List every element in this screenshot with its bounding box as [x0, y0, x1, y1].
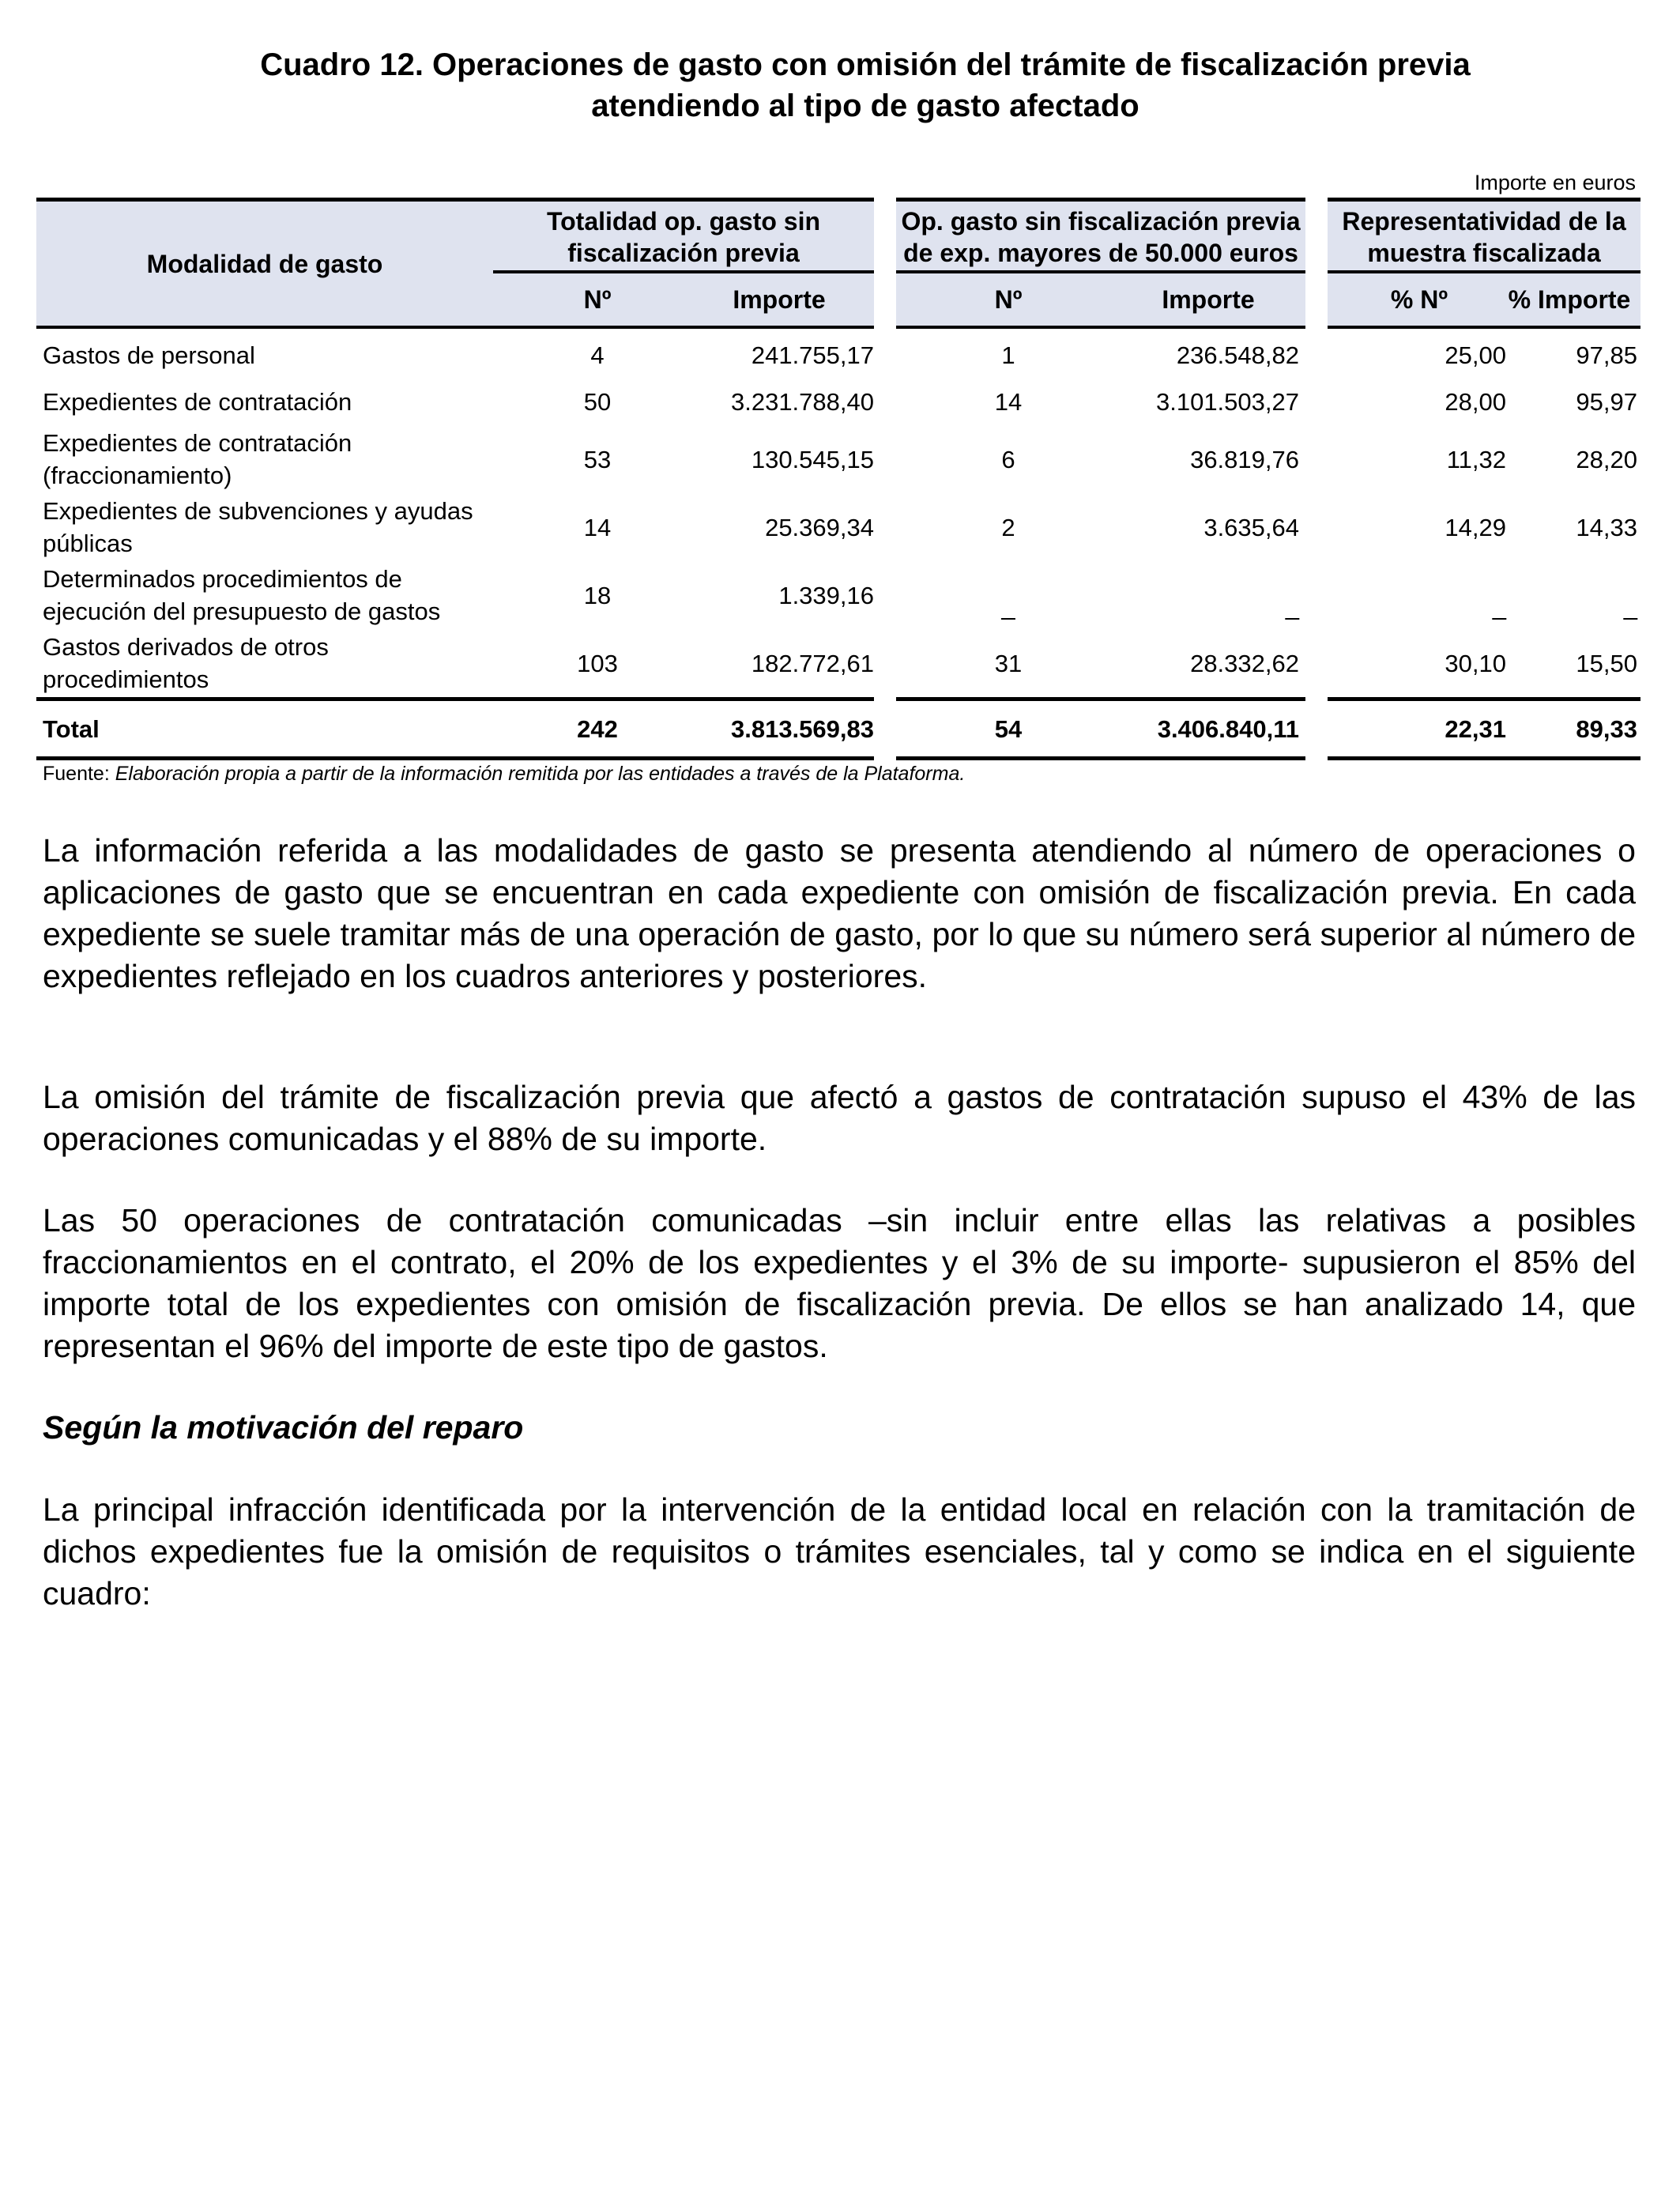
total-importe1: 3.813.569,83 — [730, 714, 874, 743]
total-n2: 54 — [994, 714, 1023, 743]
cell-pct-n: 30,10 — [1445, 649, 1506, 677]
row-label-line-2: (fraccionamiento) — [43, 462, 232, 489]
cell-pct-importe: 95,97 — [1576, 387, 1637, 416]
row-label-line-1: Gastos derivados de otros — [43, 633, 329, 661]
header-modalidad: Modalidad de gasto — [146, 249, 383, 278]
row-label — [43, 493, 493, 561]
table-title-line-1: Cuadro 12. Operaciones de gasto con omisión del trámite de fiscalización previa — [260, 47, 1471, 82]
row-label — [43, 629, 493, 697]
header-group-2 — [896, 204, 1305, 270]
cell-n2: _ — [1001, 592, 1015, 620]
cell-pct-n: 11,32 — [1446, 445, 1506, 473]
row-label-line-1: Expedientes de subvenciones y ayudas — [43, 497, 473, 525]
subheading: Según la motivación del reparo — [43, 1409, 524, 1446]
cell-importe1: 25.369,34 — [765, 513, 874, 541]
header-group-3 — [1328, 204, 1640, 270]
cell-n1: 50 — [583, 387, 612, 416]
bottom-rule-3 — [1328, 756, 1640, 760]
cell-n1: 14 — [583, 513, 612, 541]
header-gap-2 — [1305, 198, 1328, 330]
table-row — [36, 378, 1640, 425]
paragraph-4: La principal infracción identificada por la intervención de la entidad local en relación con la tramitación de dichos expedientes fue la omisión de requisitos o trámites esenciales, tal y como se indica en el siguiente cuadro: — [43, 1491, 1636, 1612]
cell-importe2: 28.332,62 — [1190, 649, 1299, 677]
row-label — [43, 425, 493, 493]
cell-n2: 31 — [994, 649, 1023, 677]
top-rule-3 — [1328, 198, 1640, 202]
cell-n2: 2 — [1001, 513, 1015, 541]
header-group-2-line-2: de exp. mayores de 50.000 euros — [903, 239, 1298, 267]
row-label-line-2: procedimientos — [43, 665, 209, 693]
cell-pct-n: 25,00 — [1445, 341, 1506, 369]
cell-importe2: 36.819,76 — [1190, 445, 1299, 473]
subheader-importe2: Importe — [1162, 285, 1255, 314]
cell-importe2: 3.101.503,27 — [1155, 387, 1299, 416]
cell-pct-importe: _ — [1623, 592, 1637, 620]
table-title-line-2: atendiendo al tipo de gasto afectado — [591, 89, 1139, 123]
total-pct-n: 22,31 — [1445, 714, 1506, 743]
cell-importe2: 236.548,82 — [1176, 341, 1299, 369]
header-group-3-line-1: Representatividad de la — [1342, 207, 1626, 236]
source-text: Elaboración propia a partir de la información remitida por las entidades a través de la Plataforma. — [115, 763, 966, 785]
table-row — [36, 629, 1640, 697]
table-title — [79, 44, 1652, 126]
cell-pct-n: 28,00 — [1445, 387, 1506, 416]
total-label: Total — [43, 714, 100, 743]
table-row — [36, 332, 1640, 378]
cell-importe1: 1.339,16 — [778, 581, 874, 609]
cell-pct-importe: 15,50 — [1576, 649, 1637, 677]
row-label-line-1: Expedientes de contratación — [43, 429, 352, 457]
header-gap-1 — [874, 198, 896, 330]
header-group-1-line-1: Totalidad op. gasto sin — [546, 207, 821, 236]
subheader-pct-n: % Nº — [1390, 285, 1448, 314]
row-label: Expedientes de contratación — [43, 387, 352, 416]
header-bottom-rule-2 — [896, 326, 1305, 329]
top-rule-2 — [896, 198, 1305, 202]
total-n1: 242 — [577, 714, 618, 743]
row-label-line-1: Determinados procedimientos de — [43, 565, 402, 593]
subheader-n2: Nº — [994, 285, 1023, 314]
cell-importe1: 130.545,15 — [751, 445, 874, 473]
source-note — [43, 760, 965, 787]
paragraph-1: La información referida a las modalidades de gasto se presenta atendiendo al número de operaciones o aplicaciones de gasto que se encuentran en cada expediente con omisión de fiscalización previa. En cada expediente se suele tramitar más de una operación de gasto, por lo que su número será superior al número de expedientes reflejado en los cuadros anteriores y posteriores. — [43, 832, 1636, 994]
cell-n1: 4 — [590, 341, 605, 369]
units-note: Importe en euros — [1474, 171, 1636, 194]
table-row — [36, 561, 1640, 629]
row-label: Gastos de personal — [43, 341, 255, 369]
cell-n1: 103 — [577, 649, 618, 677]
header-group-1-line-2: fiscalización previa — [567, 239, 800, 267]
header-bottom-rule-1 — [36, 326, 874, 329]
table-row — [36, 425, 1640, 493]
total-importe2: 3.406.840,11 — [1157, 714, 1299, 743]
source-prefix: Fuente: — [43, 763, 115, 785]
total-pct-importe: 89,33 — [1576, 714, 1637, 743]
header-bottom-rule-3 — [1328, 326, 1640, 329]
row-label-line-2: ejecución del presupuesto de gastos — [43, 598, 441, 625]
header-group-1 — [493, 204, 874, 270]
cell-n2: 6 — [1001, 445, 1015, 473]
total-row — [36, 701, 1640, 756]
cell-pct-importe: 28,20 — [1576, 445, 1637, 473]
data-table — [36, 198, 1640, 765]
cell-pct-n: 14,29 — [1445, 513, 1506, 541]
cell-n1: 18 — [583, 581, 612, 609]
header-group-3-line-2: muestra fiscalizada — [1367, 239, 1601, 267]
cell-importe2: 3.635,64 — [1203, 513, 1299, 541]
header-group-2-line-1: Op. gasto sin fiscalización previa — [901, 207, 1301, 236]
cell-pct-importe: 14,33 — [1576, 513, 1637, 541]
paragraph-3: Las 50 operaciones de contratación comunicadas –sin incluir entre ellas las relativas a posibles fraccionamientos en el contrato, el 20% de los expedientes y el 3% de su importe- supusieron el 85% del importe total de los expedientes con omisión de fiscalización previa. De ellos se han analizado 14, que representan el 96% del importe de este tipo de gastos. — [43, 1202, 1636, 1364]
subheader-n1: Nº — [583, 285, 612, 314]
cell-importe1: 182.772,61 — [751, 649, 874, 677]
cell-n2: 1 — [1001, 341, 1015, 369]
cell-pct-importe: 97,85 — [1576, 341, 1637, 369]
cell-n1: 53 — [583, 445, 612, 473]
cell-importe1: 241.755,17 — [751, 341, 874, 369]
cell-n2: 14 — [994, 387, 1023, 416]
row-label — [43, 561, 493, 629]
subheader-pct-importe: % Importe — [1508, 285, 1631, 314]
row-label-line-2: públicas — [43, 530, 133, 557]
cell-pct-n: _ — [1492, 592, 1506, 620]
table-row — [36, 493, 1640, 561]
cell-importe2: _ — [1285, 592, 1299, 620]
paragraph-2: La omisión del trámite de fiscalización previa que afectó a gastos de contratación supuso el 43% de las operaciones comunicadas y el 88% de su importe. — [43, 1079, 1636, 1157]
cell-importe1: 3.231.788,40 — [730, 387, 874, 416]
subheader-importe1: Importe — [733, 285, 826, 314]
